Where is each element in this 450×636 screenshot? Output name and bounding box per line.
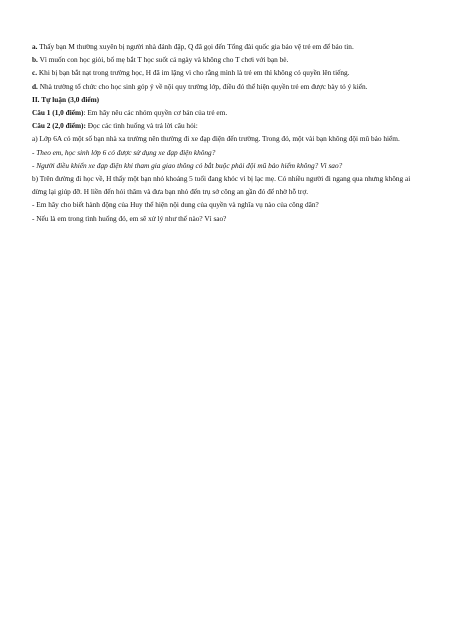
question-1-text: : Em hãy nêu các nhóm quyền cơ bản của trẻ em. bbox=[83, 108, 228, 118]
section-heading: II. Tự luận (3,0 điểm) bbox=[32, 94, 100, 104]
option-c-text: Khi bị bạn bắt nạt trong trường học, H đã im lặng vì cho rằng mình là trẻ em thì không có quyền lên tiếng. bbox=[37, 68, 350, 78]
option-b-text: Vì muốn con học giỏi, bố mẹ bắt T học suốt cả ngày và không cho T chơi với bạn bè. bbox=[37, 55, 289, 65]
option-a bbox=[32, 40, 420, 53]
question-2 bbox=[32, 119, 420, 132]
situation-a-question-1: - Theo em, học sinh lớp 6 có được sử dụng xe đạp điện không? bbox=[32, 147, 216, 157]
document-page bbox=[32, 40, 420, 225]
situation-b-question-2: - Nếu là em trong tình huống đó, em sẽ xử lý như thế nào? Vì sao? bbox=[32, 213, 227, 223]
question-1-label: Câu 1 (1,0 điểm) bbox=[32, 108, 84, 118]
option-a-label: a. bbox=[32, 42, 38, 51]
option-d bbox=[32, 80, 420, 93]
situation-b: b) Trên đường đi học về, H thấy một bạn nhỏ khoảng 5 tuổi đang khóc vì bị lạc mẹ. Có nhiều người đi ngang qua nhưng không ai dừng lại giúp đỡ. H liền đến hỏi thăm và đưa bạn nhỏ đến trụ sở công an gần đó để nhờ hỗ trợ. bbox=[32, 174, 411, 197]
option-c-label: c. bbox=[32, 68, 38, 78]
option-c bbox=[32, 66, 420, 79]
situation-a: a) Lớp 6A có một số bạn nhà xa trường nên thường đi xe đạp điện đến trường. Trong đó, một vài bạn không đội mũ bảo hiểm. bbox=[32, 134, 400, 144]
situation-b-question-1: - Em hãy cho biết hành động của Huy thể hiện nội dung của quyền và nghĩa vụ nào của công dân? bbox=[32, 200, 319, 210]
option-d-text: Nhà trường tổ chức cho học sinh góp ý về nội quy trường lớp, điều đó thể hiện quyền trẻ em được bày tỏ ý kiến. bbox=[37, 81, 368, 91]
question-2-label: Câu 2 (2,0 điểm): bbox=[32, 121, 86, 131]
option-b bbox=[32, 53, 420, 66]
question-1 bbox=[32, 106, 420, 119]
question-2-text: Đọc các tình huống và trả lời câu hỏi: bbox=[85, 121, 198, 131]
option-b-label: b. bbox=[32, 55, 38, 65]
option-d-label: d. bbox=[32, 81, 38, 91]
situation-a-question-2: - Người điều khiển xe đạp điện khi tham gia giao thông có bắt buộc phải đội mũ bảo hiểm không? Vì sao? bbox=[32, 160, 343, 170]
option-a-text: Thấy bạn M thường xuyên bị người nhà đánh đập, Q đã gọi đến Tổng đài quốc gia bảo vệ trẻ em để báo tin. bbox=[37, 42, 354, 51]
